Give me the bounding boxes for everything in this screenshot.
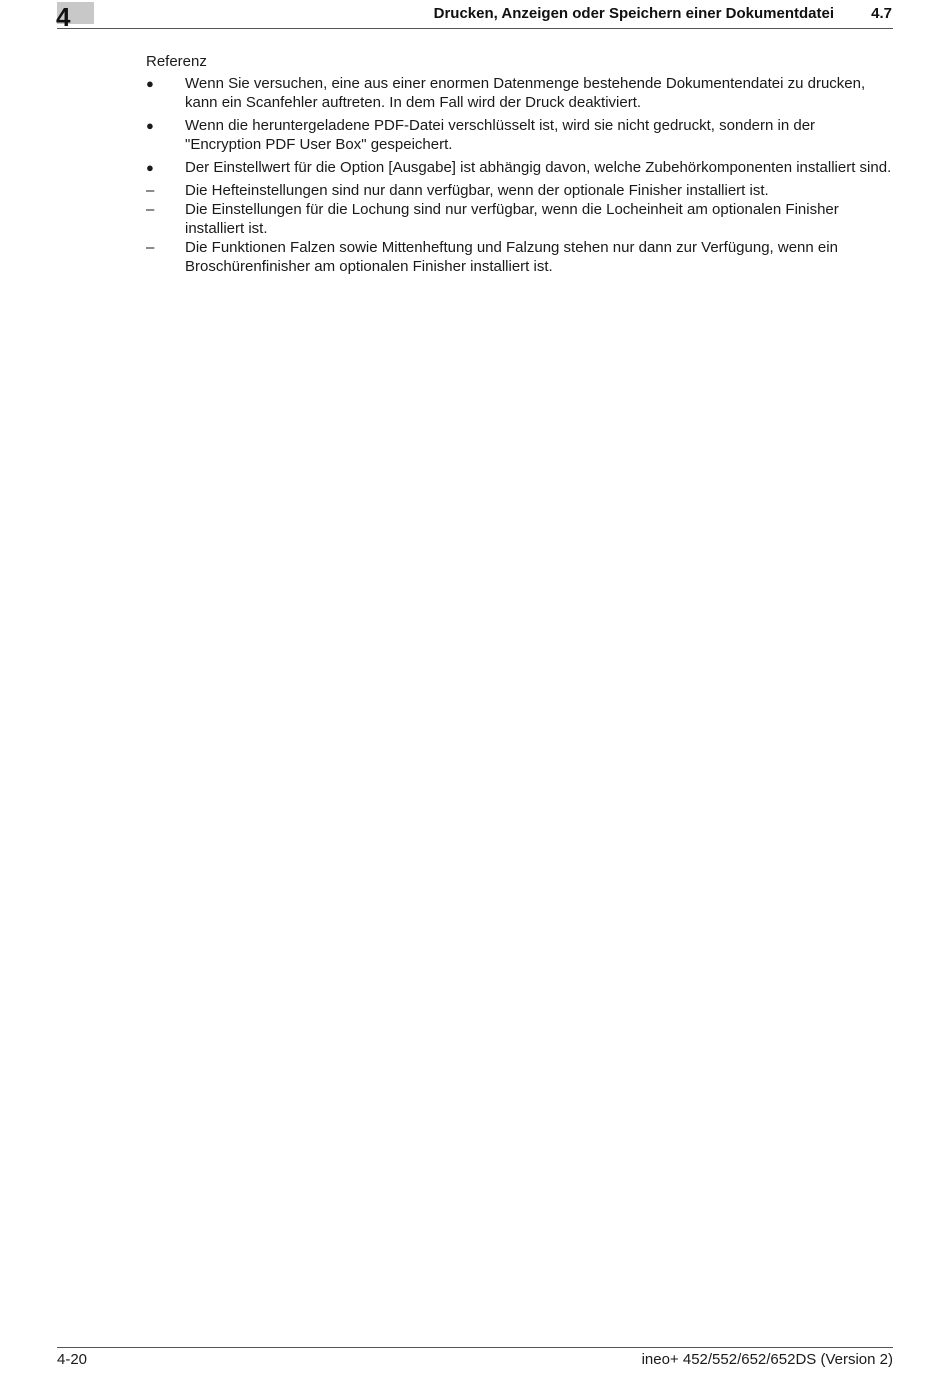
page-header-section: 4.7 (871, 5, 892, 22)
sub-list-item (146, 200, 894, 238)
list-item (146, 116, 894, 154)
list-item-text: Der Einstellwert für die Option [Ausgabe] ist abhängig davon, welche Zubehörkomponenten installiert sind. (185, 159, 892, 176)
page-header-title: Drucken, Anzeigen oder Speichern einer Dokumentdatei (433, 5, 834, 22)
bullet-icon: ● (146, 76, 154, 91)
sub-list-item (146, 181, 894, 200)
dash-icon: – (146, 239, 155, 256)
dash-icon: – (146, 182, 155, 199)
page-number: 4-20 (57, 1351, 88, 1368)
list-item-text: Die Einstellungen für die Lochung sind nur verfügbar, wenn die Locheinheit am optionalen Finisher installiert ist. (185, 201, 839, 237)
list-item-text: Die Hefteinstellungen sind nur dann verfügbar, wenn der optionale Finisher installiert ist. (185, 182, 769, 199)
product-name: ineo+ 452/552/652/652DS (Version 2) (641, 1351, 893, 1368)
list-item (146, 158, 894, 177)
list-item (146, 74, 894, 112)
list-item-text: Die Funktionen Falzen sowie Mittenheftung und Falzung stehen nur dann zur Verfügung, wenn ein Broschürenfinisher am optionalen Finisher installiert ist. (185, 239, 838, 275)
bullet-icon: ● (146, 118, 154, 133)
reference-heading: Referenz (146, 53, 207, 70)
dash-icon: – (146, 201, 155, 218)
footer-divider (57, 1347, 893, 1348)
list-item-text: Wenn die heruntergeladene PDF-Datei verschlüsselt ist, wird sie nicht gedruckt, sondern in der "Encryption PDF User Box" gespeichert. (185, 117, 816, 153)
header-divider (57, 28, 893, 29)
bullet-icon: ● (146, 160, 154, 175)
page-content (146, 52, 894, 276)
list-item-text: Wenn Sie versuchen, eine aus einer enormen Datenmenge bestehende Dokumentendatei zu drucken, kann ein Scanfehler auftreten. In dem Fall wird der Druck deaktiviert. (185, 75, 866, 111)
chapter-number: 4 (56, 2, 71, 32)
sub-list-item (146, 238, 894, 276)
